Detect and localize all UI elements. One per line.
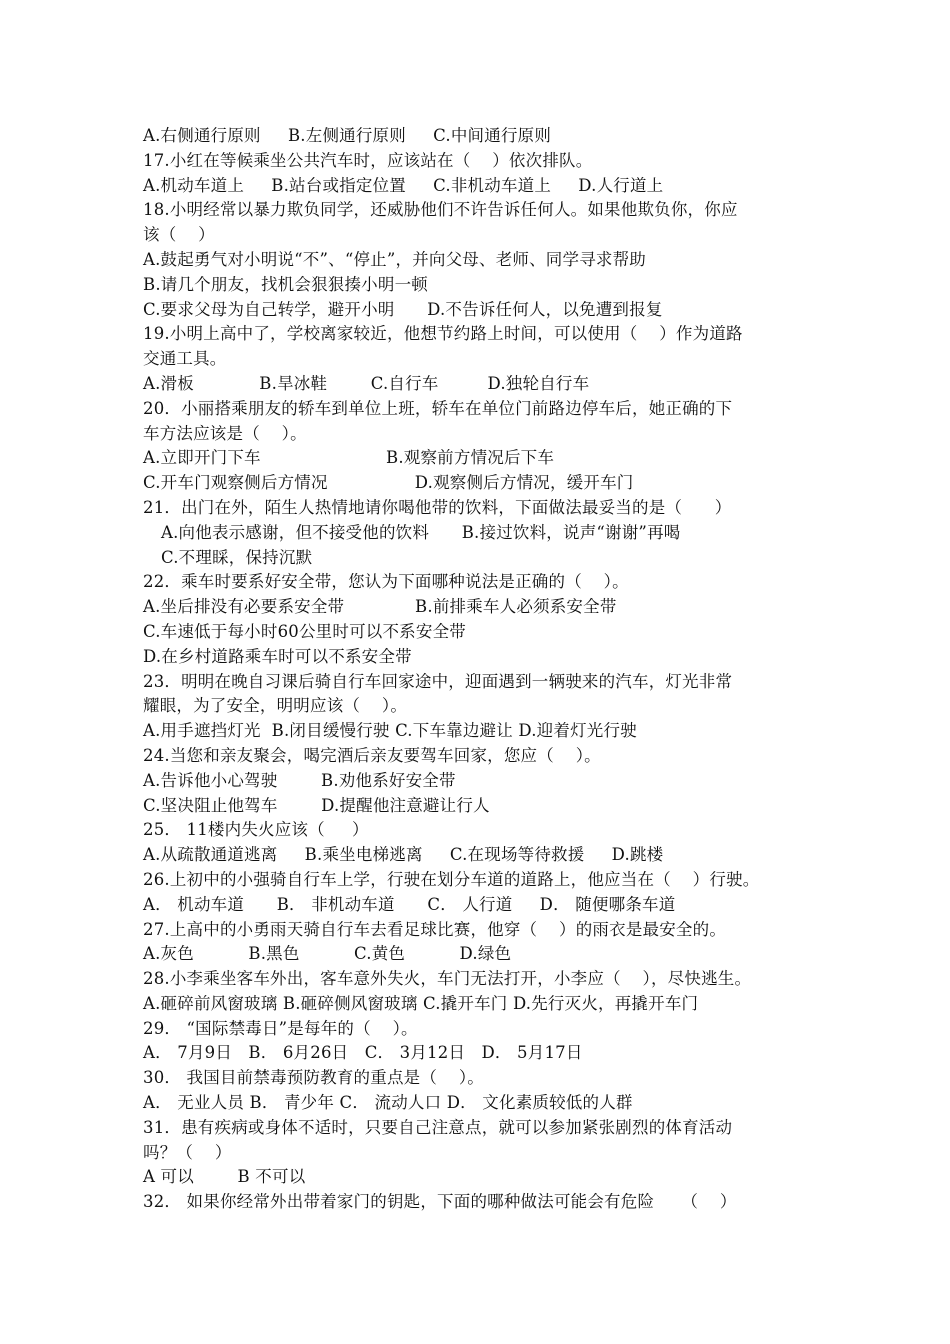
text-line: 21．出门在外，陌生人热情地请你喝他带的饮料，下面做法最妥当的是（ ） [143,497,732,517]
text-line: 30． 我国目前禁毒预防教育的重点是（ ）。 [143,1068,484,1088]
text-line: A.告诉他小心驾驶 B.劝他系好安全带 [143,770,456,790]
text-line: C.要求父母为自己转学，避开小明 D.不告诉任何人，以免遭到报复 [143,299,663,319]
text-line: 25． 11楼内失火应该（ ） [143,820,369,840]
text-line: D.在乡村道路乘车时可以不系安全带 [143,646,412,666]
text-line: 29． “国际禁毒日”是每年的（ ）。 [143,1018,418,1038]
text-line: 18.小明经常以暴力欺负同学，还威胁他们不许告诉任何人。如果他欺负你，你应 [143,200,738,220]
text-line: 22．乘车时要系好安全带，您认为下面哪种说法是正确的（ ）。 [143,572,629,592]
text-line: A.砸碎前风窗玻璃 B.砸碎侧风窗玻璃 C.撬开车门 D.先行灭火，再撬开车门 [143,993,699,1013]
text-line: A 可以 B 不可以 [143,1167,306,1187]
text-line: B.请几个朋友，找机会狠狠揍小明一顿 [143,274,428,294]
text-line: A.坐后排没有必要系安全带 B.前排乘车人必须系安全带 [143,597,617,617]
text-line: A． 7月9日 B． 6月26日 C． 3月12日 D． 5月17日 [143,1043,583,1063]
text-line: C.车速低于每小时60公里时可以不系安全带 [143,621,466,641]
text-line: A.向他表示感谢，但不接受他的饮料 B.接过饮料，说声“谢谢”再喝 [161,522,681,542]
text-line: C.开车门观察侧后方情况 D.观察侧后方情况，缓开车门 [143,473,634,493]
text-line: A． 机动车道 B． 非机动车道 C． 人行道 D． 随便哪条车道 [143,894,676,914]
text-line: 31．患有疾病或身体不适时，只要自己注意点，就可以参加紧张剧烈的体育活动 [143,1117,733,1137]
text-line: A.从疏散通道逃离 B.乘坐电梯逃离 C.在现场等待救援 D.跳楼 [143,845,664,865]
text-line: 27.上高中的小勇雨天骑自行车去看足球比赛，他穿（ ）的雨衣是最安全的。 [143,919,727,939]
text-line: 该（ ） [143,225,215,245]
text-line: A.右侧通行原则 B.左侧通行原则 C.中间通行原则 [143,126,552,145]
text-line: 耀眼，为了安全，明明应该（ ）。 [143,696,408,716]
text-line: 28.小李乘坐客车外出，客车意外失火，车门无法打开，小李应（ ），尽快逃生。 [143,969,752,989]
text-line: C.坚决阻止他驾车 D.提醒他注意避让行人 [143,795,490,815]
text-line: A.滑板 B.旱冰鞋 C.自行车 D.独轮自行车 [143,373,590,393]
text-line: 20．小丽搭乘朋友的轿车到单位上班，轿车在单位门前路边停车后，她正确的下 [143,398,733,418]
text-line: A.机动车道上 B.站台或指定位置 C.非机动车道上 D.人行道上 [143,175,664,195]
text-line: 17.小红在等候乘坐公共汽车时，应该站在（ ）依次排队。 [143,150,593,170]
text-line: 26.上初中的小强骑自行车上学，行驶在划分车道的道路上，他应当在（ ）行驶。 [143,869,760,889]
text-line: C.不理睬，保持沉默 [161,547,313,567]
text-line: A． 无业人员 B． 青少年 C． 流动人口 D． 文化素质较低的人群 [143,1093,633,1113]
text-line: 19.小明上高中了，学校离家较近，他想节约路上时间，可以使用（ ）作为道路 [143,324,743,344]
text-line: 32． 如果你经常外出带着家门的钥匙，下面的哪种做法可能会有危险 （ ） [143,1192,737,1212]
text-line: 交通工具。 [143,349,227,369]
question-text [143,124,833,1215]
text-line: 23．明明在晚自习课后骑自行车回家途中，迎面遇到一辆驶来的汽车，灯光非常 [143,671,733,691]
text-line: A.鼓起勇气对小明说“不”、“停止”，并向父母、老师、同学寻求帮助 [143,249,647,269]
text-line: 吗？（ ） [143,1142,232,1162]
text-line: A.用手遮挡灯光 B.闭目缓慢行驶 C.下车靠边避让 D.迎着灯光行驶 [143,721,637,741]
text-line: A.灰色 B.黑色 C.黄色 D.绿色 [143,944,512,964]
text-line: A.立即开门下车 B.观察前方情况后下车 [143,448,555,468]
text-line: 车方法应该是（ ）。 [143,423,307,443]
text-line: 24.当您和亲友聚会，喝完酒后亲友要驾车回家，您应（ ）。 [143,745,601,765]
